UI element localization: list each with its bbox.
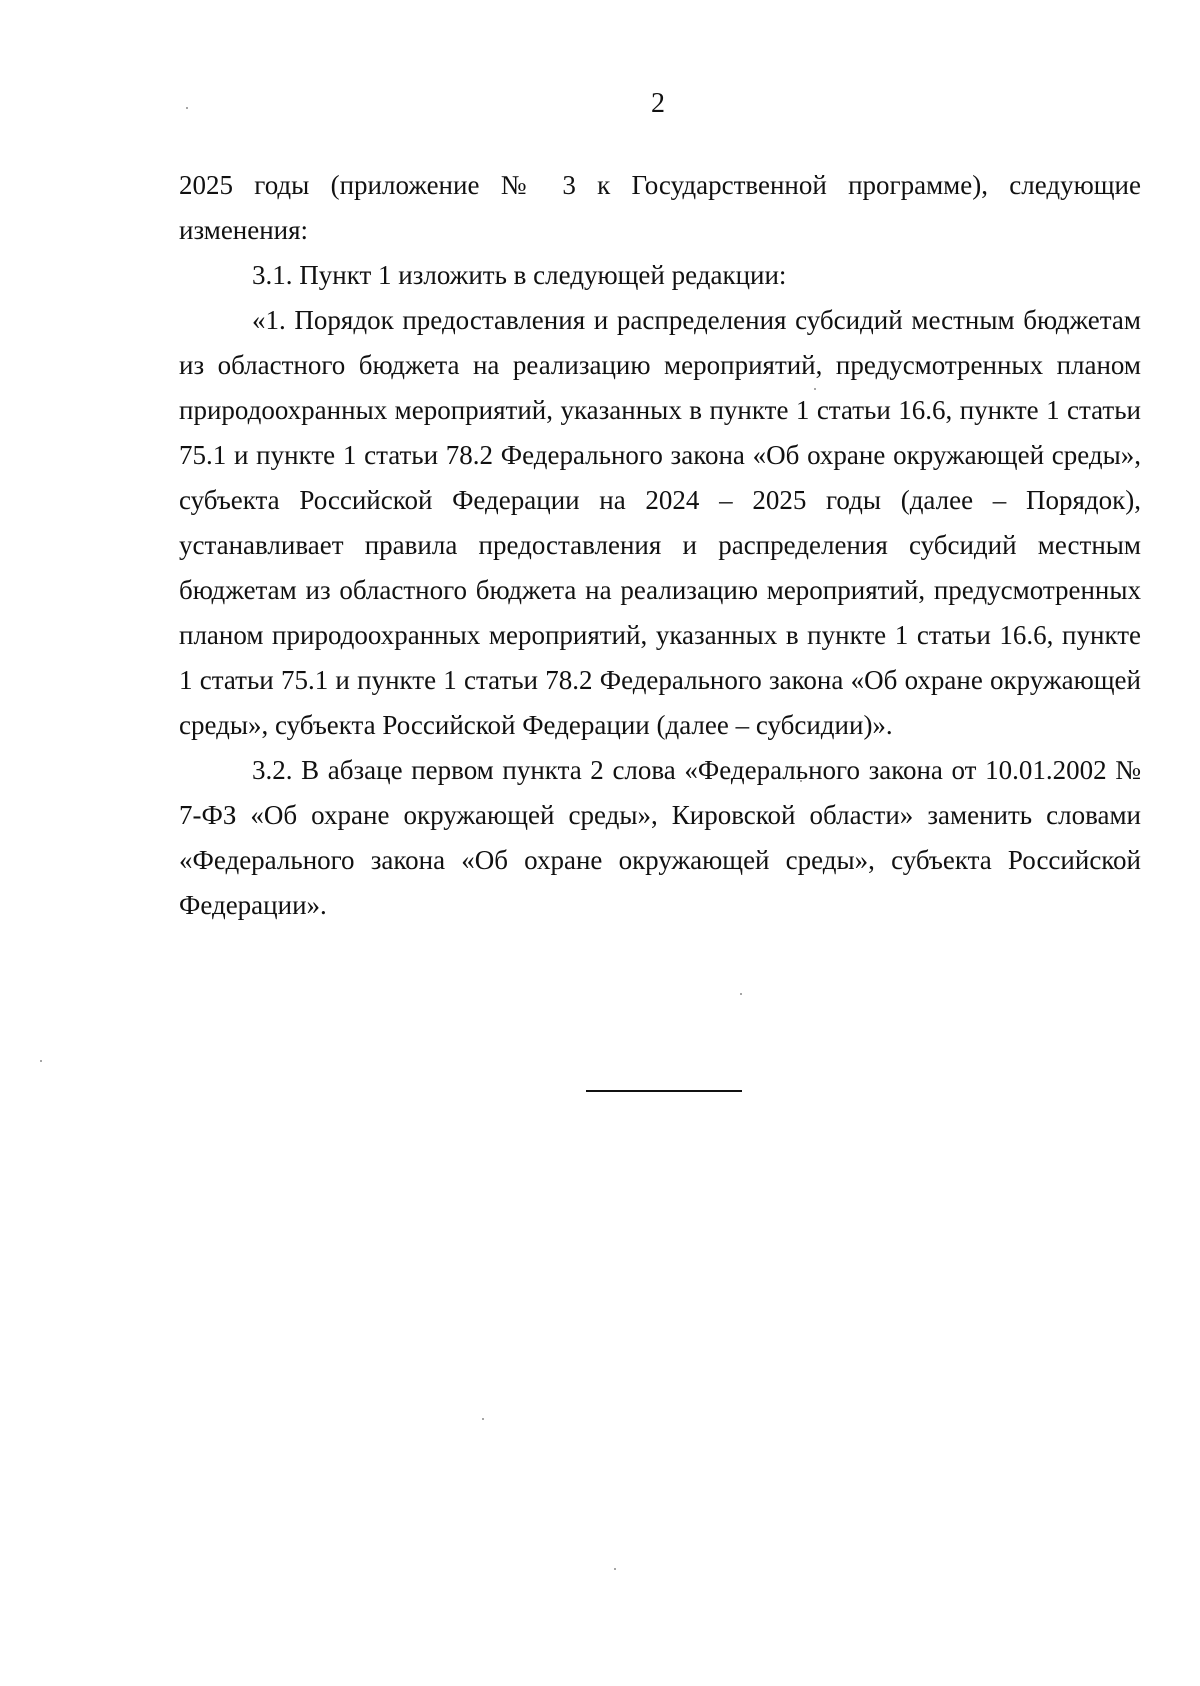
page-number: 2: [651, 88, 665, 119]
closing-rule-divider: [586, 1090, 742, 1092]
paragraph-item-3-1: 3.1. Пункт 1 изложить в следующей редакции:: [252, 260, 787, 290]
scan-speck: [40, 1060, 42, 1062]
paragraph-item-3-2: 3.2. В абзаце первом пункта 2 слова «Федерального закона от 10.01.2002 № 7-ФЗ «Об охране окружающей среды», Кировской области» заменить словами «Федерального закона «Об охране окружающей среды», субъекта Российской Федерации».: [179, 755, 1141, 920]
scan-speck: [614, 1568, 616, 1570]
document-body: [179, 163, 1141, 928]
scan-speck: [482, 1418, 484, 1420]
paragraph-quoted-point-1: «1. Порядок предоставления и распределения субсидий местным бюджетам из областного бюджета на реализацию мероприятий, предусмотренных планом природоохранных мероприятий, указанных в пункте 1 статьи 16.6, пункте 1 статьи 75.1 и пункте 1 статьи 78.2 Федерального закона «Об охране окружающей среды», субъекта Российской Федерации на 2024 – 2025 годы (далее – Порядок), устанавливает правила предоставления и распределения субсидий местным бюджетам из областного бюджета на реализацию мероприятий, предусмотренных планом природоохранных мероприятий, указанных в пункте 1 статьи 16.6, пункте 1 статьи 75.1 и пункте 1 статьи 78.2 Федерального закона «Об охране окружающей среды», субъекта Российской Федерации (далее – субсидии)».: [179, 305, 1141, 740]
scan-speck: [740, 993, 742, 995]
paragraph-continuation: 2025 годы (приложение № 3 к Государственной программе), следующие изменения:: [179, 170, 1141, 245]
